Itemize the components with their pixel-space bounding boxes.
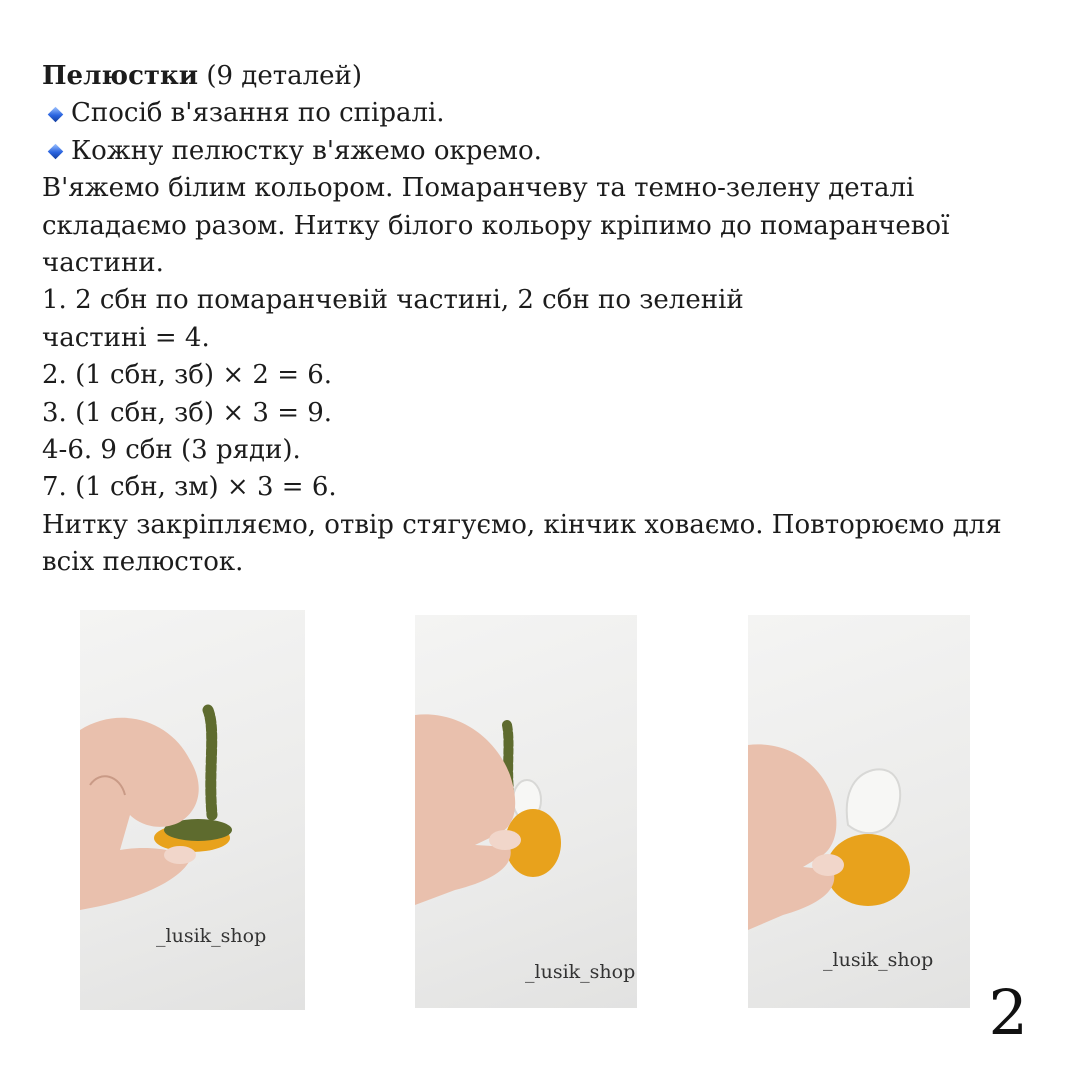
bullet-item [42,95,1042,132]
row-instruction: 1. 2 сбн по помаранчевій частині, 2 сбн по зеленій [42,285,744,316]
photo-watermark: _lusik_shop [525,961,636,983]
page-number: 2 [988,976,1028,1049]
photo-watermark: _lusik_shop [156,925,267,947]
photo-2-illustration [415,615,637,1008]
intro-line: складаємо разом. Нитку білого кольору кріпимо до помаранчевої [42,210,950,241]
intro-line: частини. [42,248,164,279]
row-instruction: частині = 4. [42,322,210,353]
row-instruction: 7. (1 сбн, зм) × 3 = 6. [42,472,337,503]
blue-diamond-icon [48,106,64,122]
photo-1-illustration [80,610,305,1010]
instructions-text [42,58,1042,582]
section-title-bold: Пелюстки [42,61,199,91]
step-photo-2 [415,615,637,1008]
row-instruction: 3. (1 сбн, зб) × 3 = 9. [42,397,333,428]
row-instruction: 2. (1 сбн, зб) × 2 = 6. [42,360,333,391]
blue-diamond-icon [48,144,64,160]
intro-line: В'яжемо білим кольором. Помаранчеву та темно-зелену деталі [42,173,915,204]
outro-line: Нитку закріпляємо, отвір стягуємо, кінчик ховаємо. Повторюємо для [42,509,1002,540]
bullet-text: Кожну пелюстку в'яжемо окремо. [71,135,542,166]
bullet-item [42,133,1042,170]
step-photo-1 [80,610,305,1010]
section-title [42,58,1042,95]
outro-line: всіх пелюсток. [42,547,244,578]
bullet-text: Спосіб в'язання по спіралі. [71,98,445,129]
photo-watermark: _lusik_shop [823,949,934,971]
step-photo-3 [748,615,970,1008]
row-instruction: 4-6. 9 сбн (3 ряди). [42,435,301,466]
section-title-count: (9 деталей) [198,61,362,91]
